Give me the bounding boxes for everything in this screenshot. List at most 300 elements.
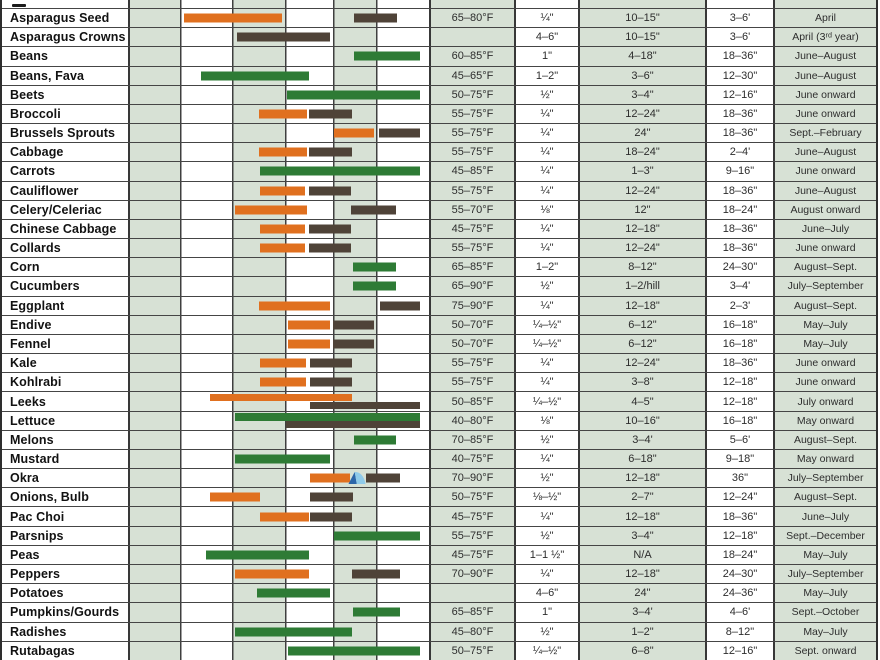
timeline-chart-cell [128, 201, 429, 219]
row-spacing-value: 12–30" [722, 69, 758, 82]
row-spacing-value: 3–6' [729, 12, 751, 25]
row-spacing-value: 16–18" [722, 338, 758, 350]
timeline-bar-orange [260, 359, 306, 368]
plant-spacing-cell [578, 162, 705, 180]
soil-temp-value: 55–75°F [451, 242, 494, 255]
timeline-chart-cell [128, 392, 429, 410]
vegetable-name: Pumpkins/Gourds [10, 605, 120, 620]
row-spacing-value: 18–36" [722, 357, 758, 370]
vegetable-name-cell [2, 316, 128, 334]
vegetable-name-cell [2, 201, 128, 219]
vegetable-name-cell [2, 412, 128, 430]
soil-temp-value: 55–75°F [451, 357, 494, 370]
soil-temp-cell [429, 124, 514, 142]
soil-temp-value: 50–70°F [451, 318, 494, 331]
row-spacing-value: 8–12" [725, 625, 755, 638]
harvest-period-cell [773, 316, 876, 334]
timeline-chart-cell [128, 47, 429, 65]
table-row [2, 641, 876, 660]
row-spacing-cell [705, 220, 773, 238]
plant-spacing-cell [578, 182, 705, 200]
vegetable-name: Parsnips [10, 528, 64, 543]
seed-depth-cell [514, 469, 578, 487]
harvest-period-cell [773, 507, 876, 525]
harvest-period-cell [773, 527, 876, 545]
harvest-period-cell [773, 47, 876, 65]
vegetable-name-cell [2, 9, 128, 27]
plant-spacing-cell [578, 124, 705, 142]
harvest-period-cell [773, 642, 876, 660]
row-spacing-cell [705, 0, 773, 8]
harvest-period-cell [773, 28, 876, 46]
row-spacing-cell [705, 373, 773, 391]
harvest-period-value: June onward [795, 242, 856, 255]
harvest-period-value: July–September [787, 472, 864, 485]
harvest-period-value: June–July [801, 510, 850, 523]
vegetable-name-cell [2, 220, 128, 238]
table-row [2, 334, 876, 353]
table-row [2, 276, 876, 295]
row-spacing-value: 2–4' [729, 146, 751, 159]
soil-temp-value: 55–75°F [451, 107, 494, 120]
seed-depth-value: 1–2" [535, 69, 559, 82]
row-spacing-value: 12–16" [722, 88, 758, 101]
harvest-period-cell [773, 162, 876, 180]
timeline-bar-orange [235, 205, 307, 214]
vegetable-name: Chinese Cabbage [10, 221, 117, 236]
harvest-period-value: May onward [796, 414, 855, 427]
plant-spacing-cell [578, 392, 705, 410]
soil-temp-cell [429, 488, 514, 506]
plant-spacing-cell [578, 584, 705, 602]
seed-depth-cell [514, 201, 578, 219]
soil-temp-cell [429, 565, 514, 583]
plant-spacing-value: 12–24" [625, 107, 660, 120]
vegetable-name-cell [2, 565, 128, 583]
seed-depth-value: ½" [540, 433, 554, 446]
harvest-period-value: Sept. onward [794, 644, 857, 657]
row-spacing-value: 36" [731, 472, 749, 485]
vegetable-name: Fennel [10, 337, 51, 351]
row-spacing-cell [705, 565, 773, 583]
plant-spacing-value: 12–24" [625, 184, 660, 197]
vegetable-name-cell [2, 488, 128, 506]
seed-depth-cell [514, 354, 578, 372]
harvest-period-cell [773, 603, 876, 621]
seed-depth-cell [514, 527, 578, 545]
row-spacing-cell [705, 603, 773, 621]
soil-temp-cell [429, 201, 514, 219]
table-row [2, 161, 876, 180]
soil-temp-value: 70–90°F [451, 472, 494, 485]
row-spacing-cell [705, 297, 773, 315]
plant-spacing-cell [578, 9, 705, 27]
seed-depth-value: ¼" [540, 12, 554, 25]
harvest-period-cell [773, 0, 876, 8]
vegetable-name-cell [2, 623, 128, 641]
table-row [2, 622, 876, 641]
seed-depth-cell [514, 507, 578, 525]
timeline-chart-cell [128, 220, 429, 238]
timeline-bar-orange [260, 186, 305, 195]
plant-spacing-value: 3–6" [631, 69, 654, 82]
seed-depth-cell [514, 182, 578, 200]
plant-spacing-cell [578, 565, 705, 583]
timeline-bar-green [353, 608, 400, 617]
timeline-chart-cell [128, 239, 429, 257]
vegetable-name-cell [2, 277, 128, 295]
row-spacing-cell [705, 239, 773, 257]
soil-temp-cell [429, 258, 514, 276]
plant-spacing-cell [578, 201, 705, 219]
row-spacing-value: 18–36" [722, 222, 758, 235]
seed-depth-cell [514, 450, 578, 468]
row-spacing-value: 3–6' [729, 31, 751, 44]
plant-spacing-cell [578, 143, 705, 161]
seed-depth-value: ¼" [540, 242, 554, 255]
timeline-chart-cell [128, 105, 429, 123]
vegetable-name: Onions, Bulb [10, 490, 89, 505]
row-spacing-value: 12–18" [722, 395, 758, 408]
timeline-chart-cell [128, 507, 429, 525]
harvest-period-value: June–August [794, 184, 857, 197]
plant-spacing-value: 24" [634, 127, 651, 140]
vegetable-name: Melons [10, 432, 54, 447]
soil-temp-cell [429, 469, 514, 487]
timeline-bar-dark [237, 33, 330, 42]
vegetable-name: Corn [10, 260, 40, 275]
timeline-chart-cell [128, 335, 429, 353]
plant-spacing-value: 4–18" [628, 50, 657, 63]
row-spacing-cell [705, 47, 773, 65]
vegetable-name-cell [2, 143, 128, 161]
seed-depth-value: 4–6" [535, 31, 559, 44]
table-row [2, 564, 876, 583]
vegetable-name: Pac Choi [10, 509, 65, 524]
harvest-period-value: June–July [801, 222, 850, 235]
vegetable-name-cell [2, 162, 128, 180]
plant-spacing-value: 6–12" [628, 338, 657, 350]
plant-spacing-cell [578, 488, 705, 506]
plant-spacing-value: 6–18" [628, 453, 657, 466]
row-spacing-value: 18–36" [722, 510, 758, 523]
seed-depth-value: ¼" [540, 357, 554, 370]
timeline-bar-dark [379, 129, 420, 138]
harvest-period-cell [773, 412, 876, 430]
harvest-period-cell [773, 392, 876, 410]
seed-depth-cell [514, 565, 578, 583]
vegetable-name: Cucumbers [10, 279, 80, 294]
timeline-bar-green [235, 413, 420, 421]
harvest-period-value: May–July [803, 625, 848, 638]
harvest-period-cell [773, 488, 876, 506]
row-spacing-value: 18–36" [722, 50, 758, 63]
timeline-chart-cell [128, 546, 429, 564]
timeline-bar-green [354, 52, 420, 61]
plant-spacing-cell [578, 469, 705, 487]
plant-spacing-cell [578, 67, 705, 85]
seed-depth-cell [514, 603, 578, 621]
timeline-bar-dark [354, 14, 397, 23]
harvest-period-value: June onward [795, 165, 856, 178]
seed-depth-value: 1" [541, 50, 553, 63]
soil-temp-cell [429, 335, 514, 353]
table-row [2, 257, 876, 276]
timeline-chart-cell [128, 124, 429, 142]
plant-spacing-cell [578, 623, 705, 641]
vegetable-name: Carrots [10, 164, 56, 179]
harvest-period-cell [773, 201, 876, 219]
seed-depth-value: 1" [541, 606, 553, 619]
harvest-period-value: July–September [787, 280, 864, 293]
row-spacing-value: 2–3' [729, 299, 751, 312]
harvest-period-value: April (3ʳᵈ year) [792, 31, 859, 44]
timeline-bar-orange [310, 474, 350, 483]
table-row [2, 353, 876, 372]
plant-spacing-value: 12–18" [625, 299, 660, 312]
timeline-chart-cell [128, 565, 429, 583]
harvest-period-value: June onward [795, 88, 856, 101]
vegetable-name: Mustard [10, 452, 60, 467]
row-spacing-cell [705, 201, 773, 219]
row-spacing-value: 18–36" [722, 107, 758, 120]
harvest-period-value: Sept.–February [789, 127, 862, 140]
seed-depth-value: ½" [540, 529, 554, 542]
plant-spacing-cell [578, 28, 705, 46]
harvest-period-value: June onward [795, 357, 856, 370]
plant-spacing-value: 10–15" [625, 12, 660, 25]
vegetable-name-cell [2, 450, 128, 468]
table-row [2, 238, 876, 257]
vegetable-name-cell [2, 431, 128, 449]
vegetable-name-cell [2, 373, 128, 391]
timeline-chart-cell [128, 469, 429, 487]
harvest-period-cell [773, 297, 876, 315]
vegetable-name: Beets [10, 87, 45, 102]
vegetable-name-cell [2, 105, 128, 123]
timeline-bar-dark [309, 224, 351, 233]
seed-depth-cell [514, 9, 578, 27]
vegetable-name-cell [2, 47, 128, 65]
timeline-chart-cell [128, 450, 429, 468]
harvest-period-cell [773, 182, 876, 200]
timeline-bar-orange [260, 512, 309, 521]
timeline-bar-green [288, 646, 420, 655]
plant-spacing-cell [578, 354, 705, 372]
table-row [2, 526, 876, 545]
seed-depth-value: ¼" [540, 165, 554, 178]
row-spacing-value: 18–36" [722, 184, 758, 197]
timeline-chart-cell [128, 316, 429, 334]
harvest-period-cell [773, 9, 876, 27]
table-row [2, 142, 876, 161]
harvest-period-cell [773, 354, 876, 372]
plant-spacing-value: 18–24" [625, 146, 660, 159]
table-row [2, 468, 876, 487]
table-row [2, 85, 876, 104]
timeline-bar-dark [310, 512, 352, 521]
vegetable-name: Rutabagas [10, 643, 75, 658]
soil-temp-cell [429, 220, 514, 238]
vegetable-name: Radishes [10, 624, 67, 639]
soil-temp-cell [429, 277, 514, 295]
seed-depth-value: ¼–½" [532, 318, 562, 331]
vegetable-name: Asparagus Seed [10, 11, 110, 26]
row-spacing-cell [705, 335, 773, 353]
plant-spacing-value: 8–12" [628, 261, 657, 274]
harvest-period-value: August–Sept. [793, 299, 858, 312]
vegetable-name: Cauliflower [10, 183, 79, 198]
timeline-chart-cell [128, 162, 429, 180]
row-spacing-cell [705, 143, 773, 161]
seed-depth-value: ¼" [540, 222, 554, 235]
harvest-period-cell [773, 105, 876, 123]
plant-spacing-cell [578, 258, 705, 276]
table-row [2, 200, 876, 219]
vegetable-name-cell [2, 28, 128, 46]
soil-temp-cell [429, 603, 514, 621]
plant-spacing-cell [578, 603, 705, 621]
timeline-chart-cell [128, 277, 429, 295]
harvest-period-cell [773, 565, 876, 583]
seed-depth-cell [514, 86, 578, 104]
harvest-period-cell [773, 546, 876, 564]
seed-depth-cell [514, 277, 578, 295]
harvest-period-value: August–Sept. [793, 433, 858, 446]
timeline-bar-green [353, 282, 396, 291]
soil-temp-value: 55–75°F [451, 184, 494, 197]
plant-spacing-value: 3–4' [632, 433, 653, 446]
soil-temp-cell [429, 105, 514, 123]
plant-spacing-cell [578, 335, 705, 353]
harvest-period-cell [773, 584, 876, 602]
plant-spacing-cell [578, 105, 705, 123]
timeline-bar-green [287, 90, 420, 99]
timeline-chart-cell [128, 67, 429, 85]
seed-depth-value: ½" [540, 280, 554, 293]
vegetable-name: Potatoes [10, 586, 64, 601]
timeline-chart-cell [128, 603, 429, 621]
soil-temp-value: 45–80°F [451, 625, 494, 638]
seed-depth-cell [514, 335, 578, 353]
plant-spacing-cell [578, 373, 705, 391]
soil-temp-value: 65–90°F [451, 280, 494, 293]
table-row [2, 487, 876, 506]
table-row [2, 66, 876, 85]
seed-depth-cell [514, 239, 578, 257]
vegetable-name-cell [2, 86, 128, 104]
vegetable-name-cell [2, 67, 128, 85]
plant-spacing-cell [578, 47, 705, 65]
row-spacing-value: 12–16" [722, 644, 758, 657]
timeline-chart-cell [128, 412, 429, 430]
table-row [2, 372, 876, 391]
table-row [2, 181, 876, 200]
seed-depth-value: 1–2" [535, 261, 559, 274]
vegetable-name: Cabbage [10, 145, 64, 160]
table-row [2, 545, 876, 564]
harvest-period-value: June–August [794, 69, 857, 82]
row-spacing-value: 18–36" [722, 242, 758, 255]
table-row [2, 219, 876, 238]
plant-spacing-cell [578, 642, 705, 660]
row-spacing-cell [705, 642, 773, 660]
harvest-period-cell [773, 335, 876, 353]
seed-depth-value: ⅛" [540, 203, 554, 216]
plant-spacing-value: 10–16" [625, 414, 660, 427]
plant-spacing-cell [578, 450, 705, 468]
soil-temp-cell [429, 373, 514, 391]
timeline-bar-orange [288, 340, 330, 349]
row-spacing-cell [705, 86, 773, 104]
timeline-chart-cell [128, 623, 429, 641]
row-spacing-cell [705, 67, 773, 85]
soil-temp-value: 55–75°F [451, 529, 494, 542]
timeline-bar-orange [259, 148, 307, 157]
cropped-text-sliver [12, 4, 26, 7]
timeline-chart-cell [128, 488, 429, 506]
table-row [2, 315, 876, 334]
plant-spacing-value: 3–4" [631, 88, 654, 101]
vegetable-name-cell [2, 297, 128, 315]
soil-temp-value: 55–75°F [451, 376, 494, 389]
row-spacing-value: 9–16" [725, 165, 755, 178]
row-spacing-cell [705, 162, 773, 180]
seed-depth-cell [514, 431, 578, 449]
row-spacing-cell [705, 527, 773, 545]
seed-depth-value: 4–6" [535, 587, 559, 600]
seed-depth-cell [514, 143, 578, 161]
timeline-bar-dark [333, 320, 374, 329]
row-spacing-value: 12–18" [722, 529, 758, 542]
harvest-period-value: May onward [796, 453, 855, 466]
row-spacing-value: 18–36" [722, 127, 758, 140]
vegetable-name-cell [2, 603, 128, 621]
row-spacing-value: 18–24" [722, 548, 758, 561]
row-spacing-cell [705, 392, 773, 410]
table-row [2, 123, 876, 142]
soil-temp-cell [429, 297, 514, 315]
seed-depth-value: ½" [540, 625, 554, 638]
seed-depth-value: ¼" [540, 146, 554, 159]
vegetable-name-cell [2, 258, 128, 276]
vegetable-name-cell [2, 239, 128, 257]
seed-depth-cell [514, 220, 578, 238]
row-spacing-cell [705, 623, 773, 641]
seed-depth-value: ¼" [540, 127, 554, 140]
row-spacing-cell [705, 277, 773, 295]
plant-spacing-value: 3–4' [632, 606, 653, 619]
table-row [2, 104, 876, 123]
row-spacing-cell [705, 469, 773, 487]
soil-temp-cell [429, 28, 514, 46]
soil-temp-value: 50–70°F [451, 338, 494, 350]
row-spacing-cell [705, 412, 773, 430]
harvest-period-value: June–August [794, 50, 857, 63]
seed-depth-cell [514, 28, 578, 46]
table-row [2, 296, 876, 315]
soil-temp-value: 45–65°F [451, 69, 494, 82]
harvest-period-value: June–August [794, 146, 857, 159]
seed-depth-cell [514, 584, 578, 602]
soil-temp-cell [429, 450, 514, 468]
timeline-bar-green [257, 589, 330, 598]
soil-temp-value: 40–80°F [451, 414, 494, 427]
seed-depth-cell [514, 546, 578, 564]
plant-spacing-cell [578, 316, 705, 334]
plant-spacing-value: 2–7" [631, 491, 654, 504]
soil-temp-cell [429, 623, 514, 641]
